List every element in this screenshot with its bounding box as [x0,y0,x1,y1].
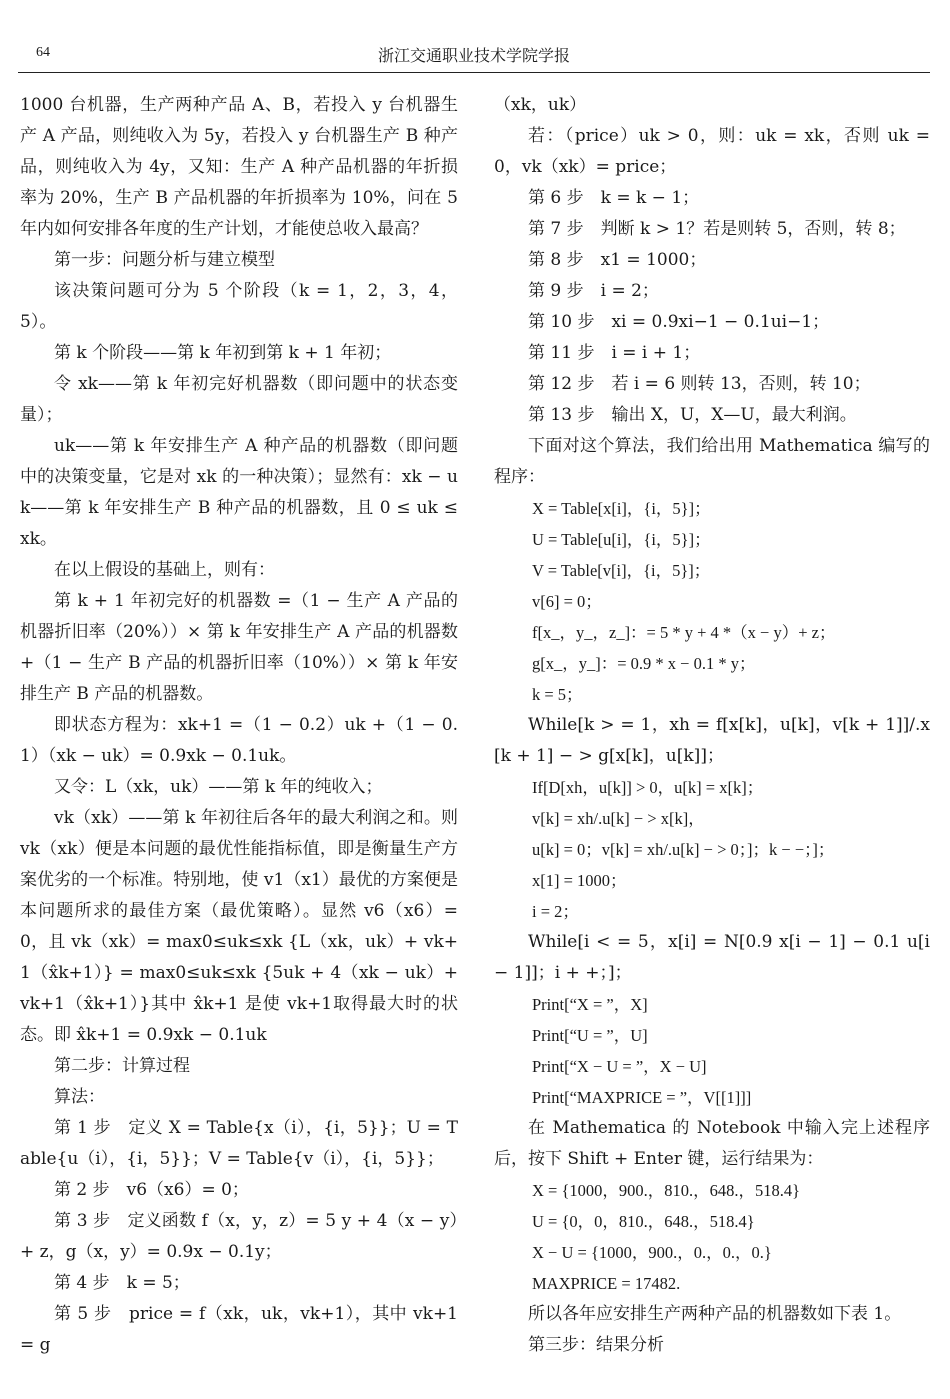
paragraph: 第二步：计算过程 [54,1056,190,1076]
paragraph: While[i < = 5，x[i] = N[0.9 x[i − 1] − 0.1 u[i − 1]]；i + +；]； [494,932,930,983]
paragraph: 第 6 步 k = k − 1； [528,188,700,208]
code-line: X − U = {1000，900.，0.，0.，0.} [532,1243,772,1262]
paragraph: 第 4 步 k = 5； [54,1273,190,1293]
page-header [18,40,930,70]
code-line: v[k] = xh/.u[k] − > x[k]， [532,809,705,828]
header-rule [18,72,930,73]
paragraph: 第 5 步 price = f（xk，uk，vk+1），其中 vk+1 = g [20,1304,458,1355]
paragraph: 第 13 步 输出 X，U，X—U，最大利润。 [528,405,857,425]
paragraph: 在 Mathematica 的 Notebook 中输入完上述程序后，按下 Shift + Enter 键，运行结果为： [494,1118,930,1169]
paragraph: 第 k + 1 年初完好的机器数 =（1 − 生产 A 产品的机器折旧率（20%））× 第 k 年安排生产 A 产品的机器数 +（1 − 生产 B 产品的机器折旧率（10%））× 第 k 年安排生产 B 产品的机器数。 [20,591,458,704]
code-line: Print[“U = ”，U] [532,1026,648,1045]
code-line: v[6] = 0； [532,592,602,611]
paragraph: 令 xk——第 k 年初完好机器数（即问题中的状态变量）； [20,374,458,425]
paragraph: vk（xk）——第 k 年初往后各年的最大利润之和。则 vk（xk）便是本问题的最优性能指标值，即是衡量生产方案优劣的一个标准。特别地，使 v1（x1）最优的方案便是本问题所求的最佳方案（最优策略）。显然 v6（x6）= 0，且 vk（xk）= max0≤uk≤xk {L（xk，uk）+ vk+1（x̂k+1）} = max0≤uk≤xk {5uk + 4（xk − uk）+ vk+1（x̂k+1）}其中 x̂k+1 是使 vk+1取得最大时的状态。即 x̂k+1 = 0.9xk − 0.1uk [20,808,458,1045]
left-column [20,90,458,1361]
code-line: x[1] = 1000； [532,871,627,890]
code-line: g[x_，y_]：= 0.9 * x − 0.1 * y； [532,654,756,673]
paragraph: 第 9 步 i = 2； [528,281,659,301]
paragraph: 若：（price）uk > 0，则：uk = xk，否则 uk = 0，vk（xk）= price； [494,126,930,177]
paragraph: While[k > = 1，xh = f[x[k]，u[k]，v[k + 1]]/.x[k + 1] − > g[x[k]，u[k]]； [494,715,930,766]
journal-title: 浙江交通职业技术学院学报 [377,46,570,65]
paragraph: 第 8 步 x1 = 1000； [528,250,707,270]
right-column [494,90,930,1361]
paragraph: 第 3 步 定义函数 f（x，y，z）= 5 y + 4（x − y）+ z，g（x，y）= 0.9x − 0.1y； [20,1211,458,1262]
paragraph: 第 1 步 定义 X = Table{x（i），{i，5}}；U = Table{u（i），{i，5}}；V = Table{v（i），{i，5}}； [20,1118,458,1169]
paragraph: 第 k 个阶段——第 k 年初到第 k + 1 年初； [54,343,392,363]
page-number: 64 [36,45,50,60]
paragraph: 即状态方程为：xk+1 =（1 − 0.2）uk +（1 − 0.1）（xk − uk）= 0.9xk − 0.1uk。 [20,715,458,766]
code-line: Print[“X = ”，X] [532,995,648,1014]
paragraph: uk——第 k 年安排生产 A 种产品的机器数（即问题中的决策变量，它是对 xk 的一种决策）；显然有：xk − uk——第 k 年安排生产 B 种产品的机器数，且 0 ≤ uk ≤ xk。 [20,436,458,549]
paragraph: 下面对这个算法，我们给出用 Mathematica 编写的程序： [494,436,930,487]
paragraph: 在以上假设的基础上，则有： [54,560,275,580]
code-line: MAXPRICE = 17482. [532,1274,681,1293]
paragraph: 该决策问题可分为 5 个阶段（k = 1，2，3，4，5）。 [20,281,458,332]
paragraph: 第 2 步 v6（x6）= 0； [54,1180,249,1200]
code-line: u[k] = 0；v[k] = xh/.u[k] − > 0；]；k − −；]； [532,840,835,859]
code-line: X = {1000，900.，810.，648.，518.4} [532,1181,801,1200]
paragraph: 第三步：结果分析 [528,1335,664,1355]
code-line: k = 5； [532,685,583,704]
paragraph: 第 7 步 判断 k > 1？若是则转 5，否则，转 8； [528,219,906,239]
code-line: U = Table[u[i]，{i，5}]； [532,530,711,549]
code-line: Print[“MAXPRICE = ”，V[[1]]] [532,1088,752,1107]
code-line: Print[“X − U = ”，X − U] [532,1057,707,1076]
paragraph: （xk，uk） [494,95,587,115]
code-line: U = {0，0，810.，648.，518.4} [532,1212,755,1231]
paragraph: 第 10 步 xi = 0.9xi−1 − 0.1ui−1； [528,312,830,332]
paragraph: 第 11 步 i = i + 1； [528,343,701,363]
code-line: V = Table[v[i]，{i，5}]； [532,561,711,580]
code-line: If[D[xh，u[k]] > 0，u[k] = x[k]； [532,778,764,797]
paragraph: 第一步：问题分析与建立模型 [54,250,275,270]
paragraph: 1000 台机器，生产两种产品 A、B，若投入 y 台机器生产 A 产品，则纯收入为 5y，若投入 y 台机器生产 B 种产品，则纯收入为 4y，又知：生产 A 种产品机器的年折损率为 20%，生产 B 产品机器的年折损率为 10%，问在 5 年内如何安排各年度的生产计划，才能使总收入最高？ [20,95,458,239]
code-line: f[x_，y_，z_]：= 5 * y + 4 *（x − y）+ z； [532,623,836,642]
paragraph: 第 12 步 若 i = 6 则转 13，否则，转 10； [528,374,871,394]
code-line: X = Table[x[i]，{i，5}]； [532,499,711,518]
code-line: i = 2； [532,902,579,921]
paragraph: 算法： [54,1087,105,1107]
paragraph: 所以各年应安排生产两种产品的机器数如下表 1。 [528,1304,902,1324]
paragraph: 又令：L（xk，uk）——第 k 年的纯收入； [54,777,383,797]
